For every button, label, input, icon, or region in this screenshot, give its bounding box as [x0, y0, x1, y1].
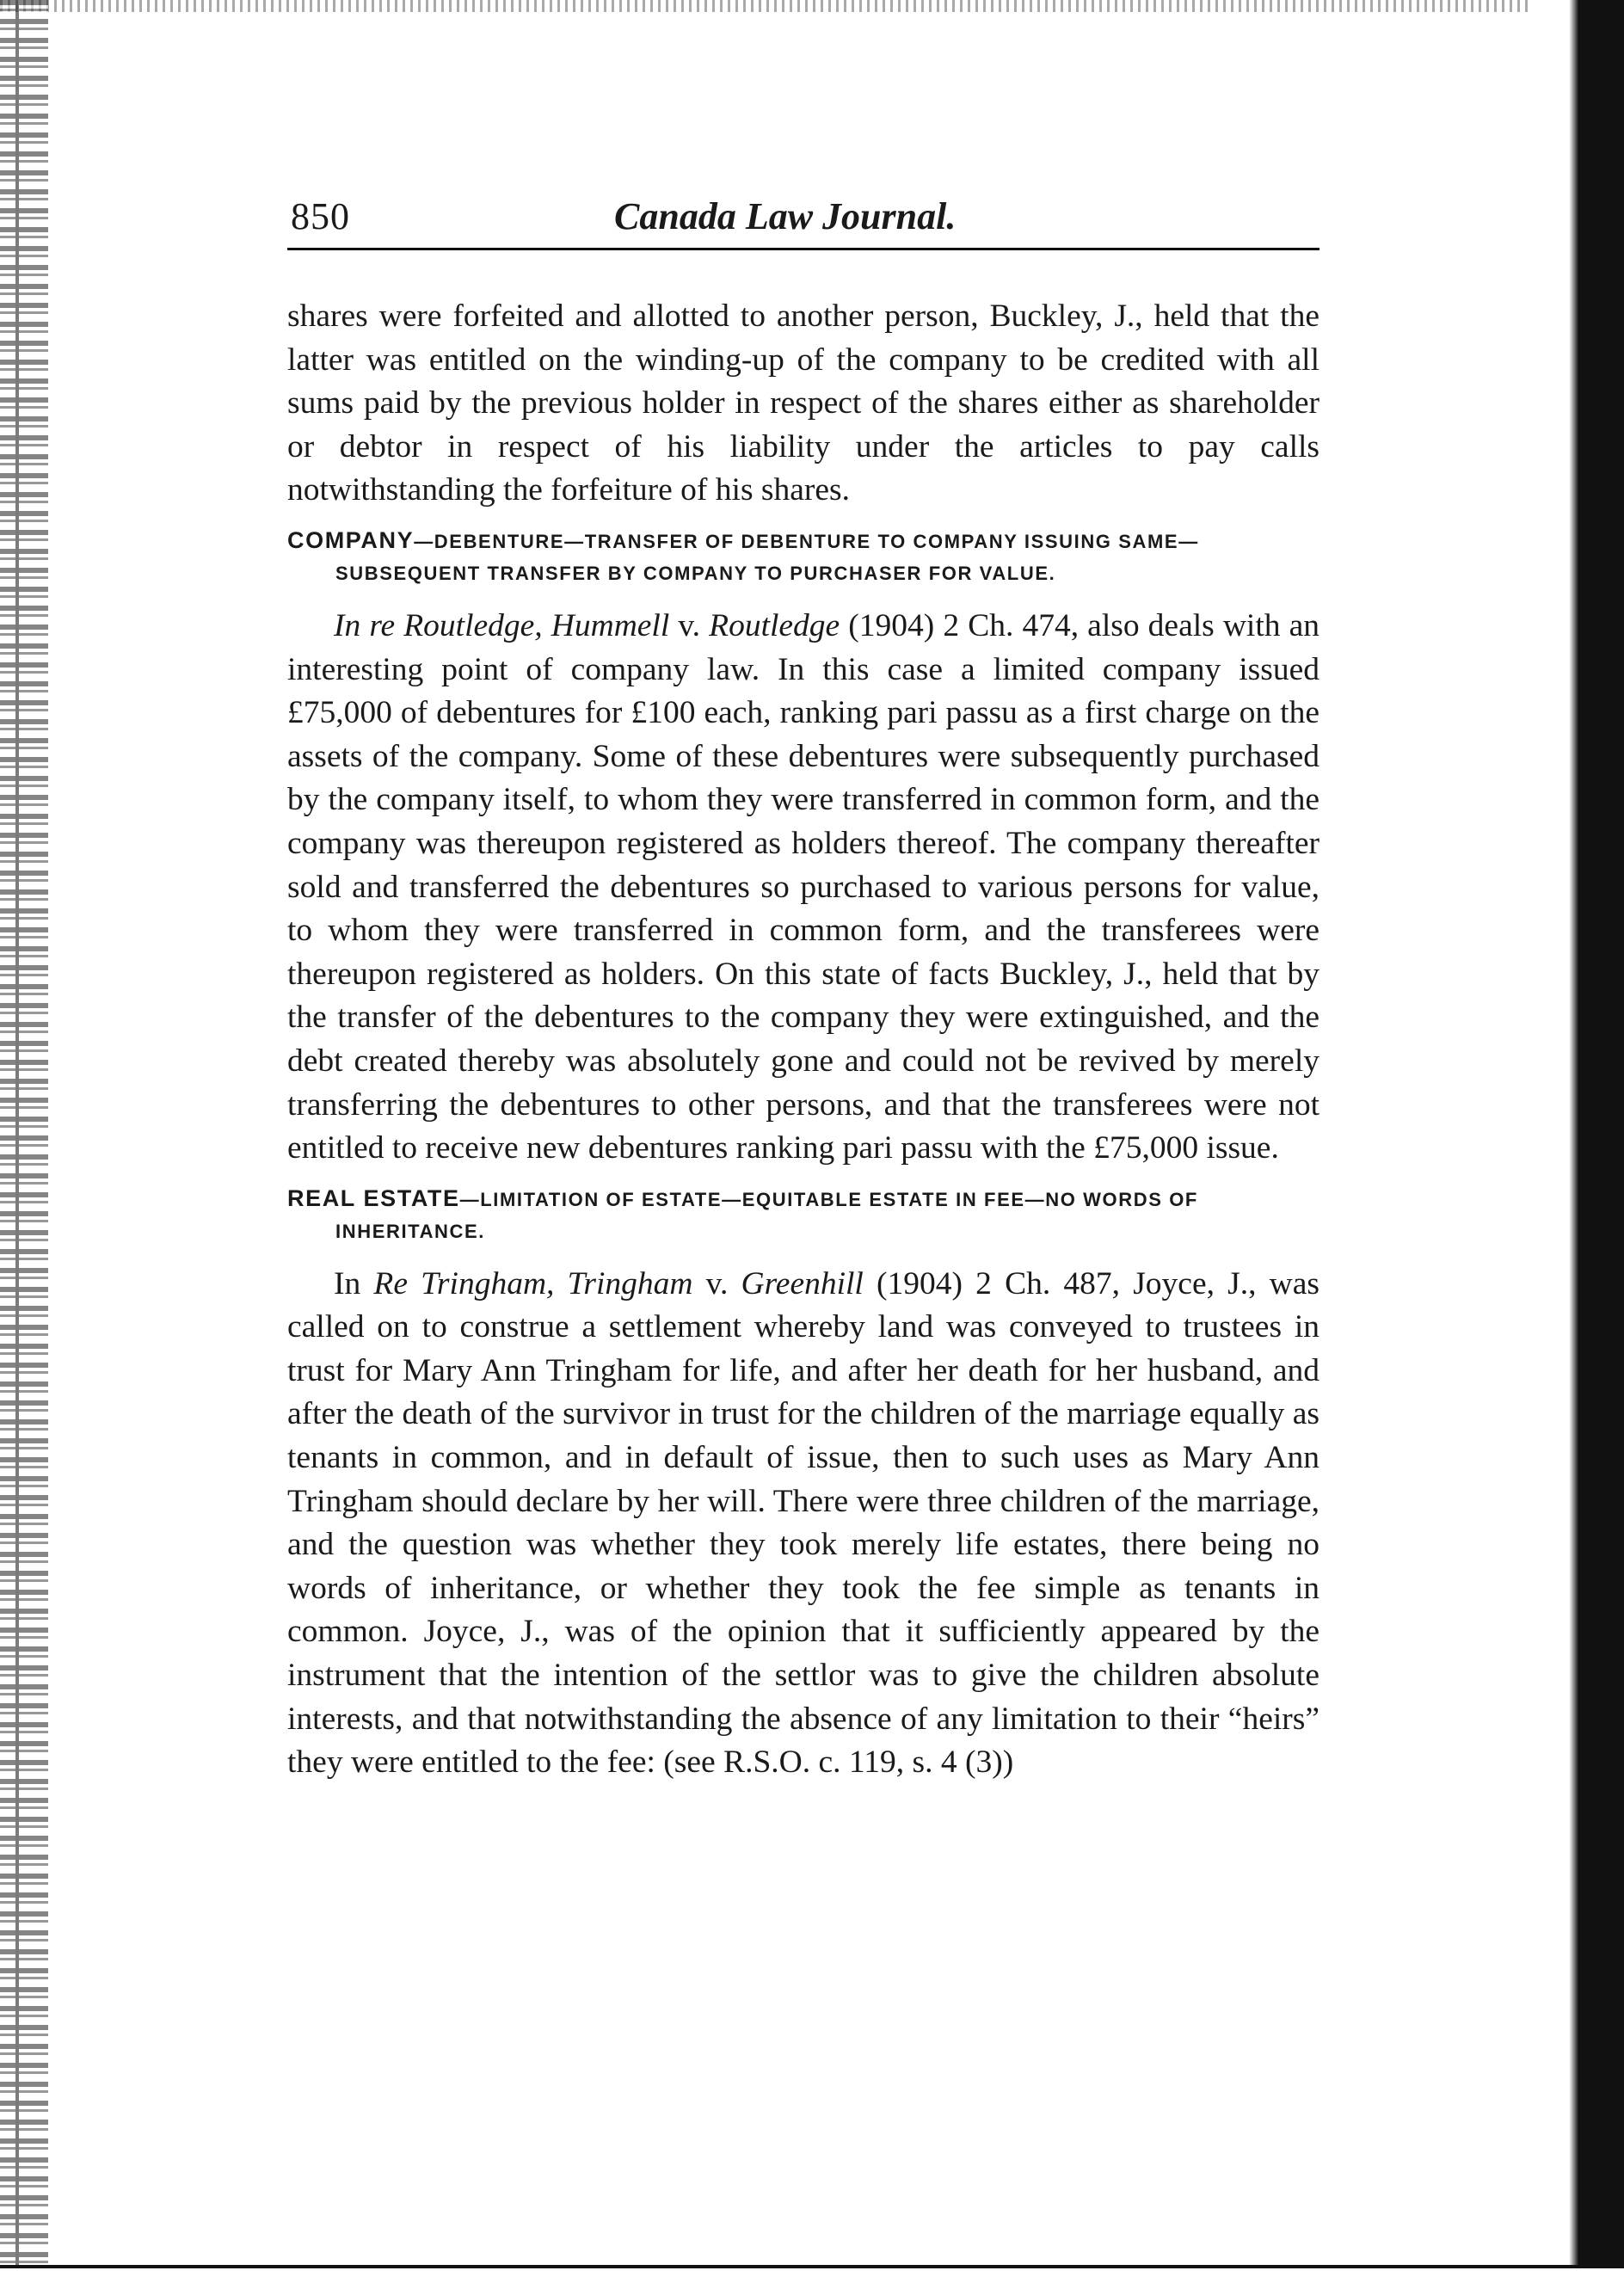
- section-heading-real-estate: [287, 1183, 1320, 1247]
- scan-edge-bottom: [0, 2265, 1624, 2289]
- case-name-tringham-b: Greenhill: [741, 1265, 864, 1301]
- paragraph-routledge-body: (1904) 2 Ch. 474, also deals with an interesting point of company law. In this case a limited company issued £75,000 of debentures for £100 each, ranking pari passu as a first charge on the assets of the company. Some of these debentures were subsequently purchased by the company itself, to whom they were transferred in common form, and the company was thereupon registered as holders thereof. The company thereafter sold and transferred the debentures so purchased to various persons for value, to whom they were transferred in common form, and the transferees were thereupon registered as holders. On this state of facts Buckley, J., held that by the transfer of the debentures to the company they were extinguished, and the debt created thereby was absolutely gone and could not be revived by merely transferring the debentures to other persons, and that the transferees were not entitled to receive new debentures ranking pari passu with the £75,000 issue.: [287, 607, 1320, 1166]
- case-name-routledge-a: In re Routledge, Hummell: [334, 607, 670, 643]
- paragraph-routledge: [287, 605, 1320, 1171]
- paragraph-tringham: [287, 1263, 1320, 1785]
- heading-rest-company: —DEBENTURE—TRANSFER OF DEBENTURE TO COMPANY ISSUING SAME—SUBSEQUENT TRANSFER BY COMPANY TO PURCHASER FOR VALUE.: [335, 530, 1199, 584]
- page-number: 850: [291, 195, 350, 237]
- paragraph-forfeited-shares: shares were forfeited and allotted to another person, Buckley, J., held that the latter was entitled on the winding-up of the company to be credited with all sums paid by the previous holder in respect of the shares either as shareholder or debtor in respect of his liability under the articles to pay calls notwithstanding the forfeiture of his shares.: [287, 298, 1320, 508]
- section-heading-company: [287, 525, 1320, 589]
- case-name-tringham-a: Re Tringham, Tringham: [373, 1265, 693, 1301]
- case-versus: v.: [669, 607, 710, 643]
- case-name-routledge-b: Routledge: [709, 607, 840, 643]
- paragraph-tringham-body: (1904) 2 Ch. 487, Joyce, J., was called on to construe a settlement whereby land was conveyed to trustees in trust for Mary Ann Tringham for life, and after her death for her husband, and after the death of the survivor in trust for the children of the marriage equally as tenants in common, and in default of issue, then to such uses as Mary Ann Tringham should declare by her will. There were three children of the marriage, and the question was whether they took merely life estates, there being no words of inheritance, or whether they took the fee simple as tenants in common. Joyce, J., was of the opinion that it sufficiently appeared by the instrument that the intention of the settlor was to give the children absolute interests, and that notwithstanding the absence of any limitation to their “heirs” they were entitled to the fee: (see R.S.O. c. 119, s. 4 (3)): [287, 1265, 1320, 1781]
- journal-page: [287, 188, 1320, 1785]
- case-versus-2: v.: [692, 1265, 741, 1301]
- heading-lead-company: COMPANY: [287, 526, 415, 553]
- running-header: [287, 188, 1320, 250]
- scan-edge-right: [1529, 0, 1624, 2289]
- scan-edge-top: [0, 0, 1624, 12]
- heading-lead-real-estate: REAL ESTATE: [287, 1184, 460, 1211]
- heading-rest-real-estate: —LIMITATION OF ESTATE—EQUITABLE ESTATE IN FEE—NO WORDS OF INHERITANCE.: [335, 1188, 1198, 1242]
- paragraph-tringham-in: In: [334, 1265, 374, 1301]
- scan-edge-left: [0, 0, 48, 2289]
- journal-title: Canada Law Journal.: [614, 195, 957, 237]
